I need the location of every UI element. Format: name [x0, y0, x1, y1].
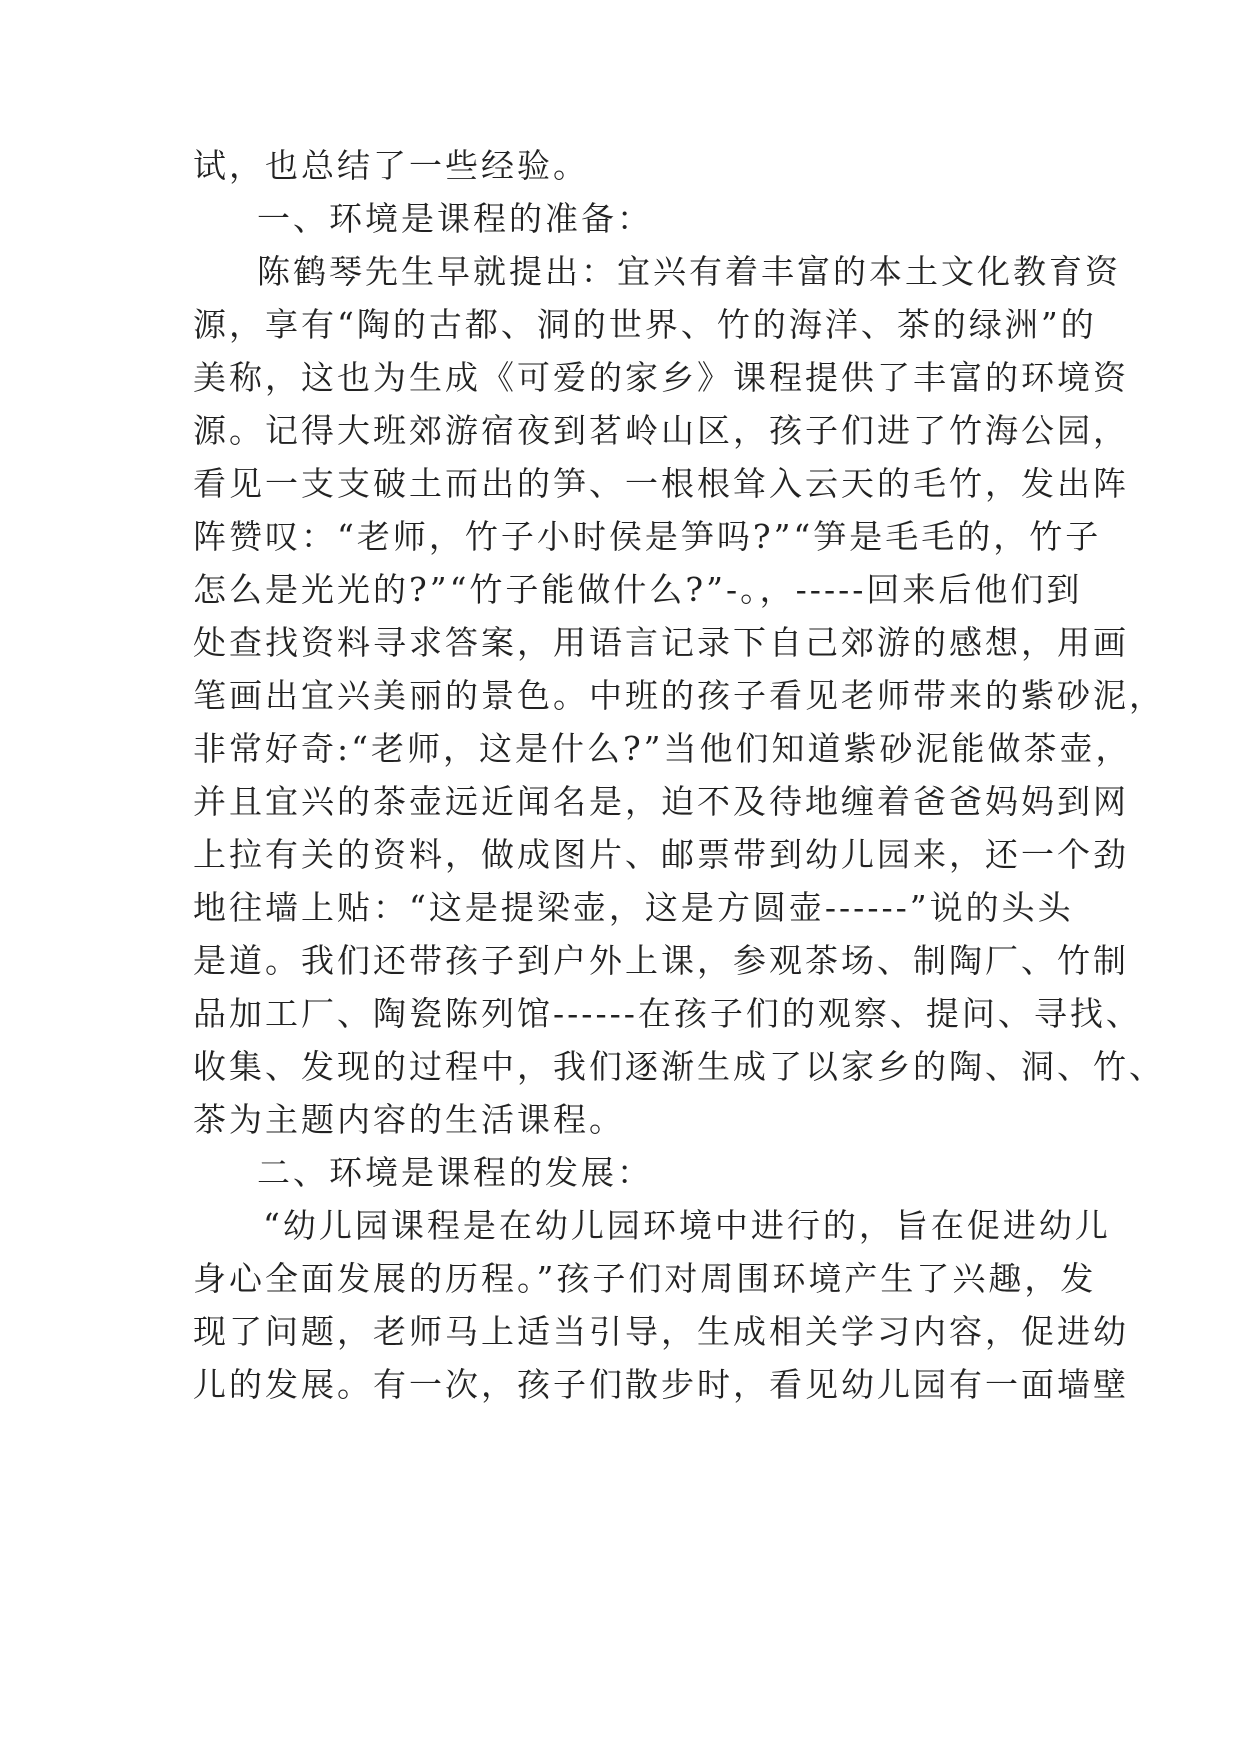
- paragraph-1-line-6: 阵赞叹：“老师，竹子小时侯是笋吗?”“笋是毛毛的，竹子: [193, 517, 1102, 556]
- paragraph-1-line-2: 源，享有“陶的古都、洞的世界、竹的海洋、茶的绿洲”的: [193, 305, 1097, 344]
- paragraph-1-line-12: 上拉有关的资料，做成图片、邮票带到幼儿园来，还一个劲: [193, 835, 1129, 874]
- section-heading-2: 二、环境是课程的发展：: [257, 1153, 653, 1192]
- paragraph-2-line-2: 身心全面发展的历程。”孩子们对周围环境产生了兴趣，发: [193, 1259, 1097, 1298]
- paragraph-1-line-5: 看见一支支破土而出的笋、一根根耸入云天的毛竹，发出阵: [193, 464, 1129, 503]
- paragraph-1-line-15: 品加工厂、陶瓷陈列馆------在孩子们的观察、提问、寻找、: [193, 994, 1142, 1033]
- section-heading-1: 一、环境是课程的准备：: [257, 199, 653, 238]
- paragraph-1-line-10: 非常好奇:“老师，这是什么?”当他们知道紫砂泥能做茶壶，: [193, 729, 1132, 768]
- paragraph-1-line-11: 并且宜兴的茶壶远近闻名是，迫不及待地缠着爸爸妈妈到网: [193, 782, 1129, 821]
- paragraph-2-line-1: “幼儿园课程是在幼儿园环境中进行的，旨在促进幼儿: [263, 1206, 1111, 1245]
- paragraph-2-line-3: 现了问题，老师马上适当引导，生成相关学习内容，促进幼: [193, 1312, 1129, 1351]
- paragraph-1-line-1: 陈鹤琴先生早就提出：宜兴有着丰富的本土文化教育资: [257, 252, 1121, 291]
- paragraph-1-line-14: 是道。我们还带孩子到户外上课，参观茶场、制陶厂、竹制: [193, 941, 1129, 980]
- paragraph-1-line-3: 美称，这也为生成《可爱的家乡》课程提供了丰富的环境资: [193, 358, 1129, 397]
- paragraph-1-line-13: 地往墙上贴：“这是提梁壶，这是方圆壶------”说的头头: [193, 888, 1074, 927]
- paragraph-2-line-4: 儿的发展。有一次，孩子们散步时，看见幼儿园有一面墙壁: [193, 1365, 1129, 1404]
- body-line-1: 试，也总结了一些经验。: [193, 146, 589, 185]
- paragraph-1-line-17: 茶为主题内容的生活课程。: [193, 1100, 625, 1139]
- paragraph-1-line-16: 收集、发现的过程中，我们逐渐生成了以家乡的陶、洞、竹、: [193, 1047, 1165, 1086]
- paragraph-1-line-7: 怎么是光光的?”“竹子能做什么?”-。，-----回来后他们到: [193, 570, 1083, 609]
- paragraph-1-line-4: 源。记得大班郊游宿夜到茗岭山区，孩子们进了竹海公园，: [193, 411, 1129, 450]
- paragraph-1-line-8: 处查找资料寻求答案，用语言记录下自己郊游的感想，用画: [193, 623, 1129, 662]
- paragraph-1-line-9: 笔画出宜兴美丽的景色。中班的孩子看见老师带来的紫砂泥，: [193, 676, 1165, 715]
